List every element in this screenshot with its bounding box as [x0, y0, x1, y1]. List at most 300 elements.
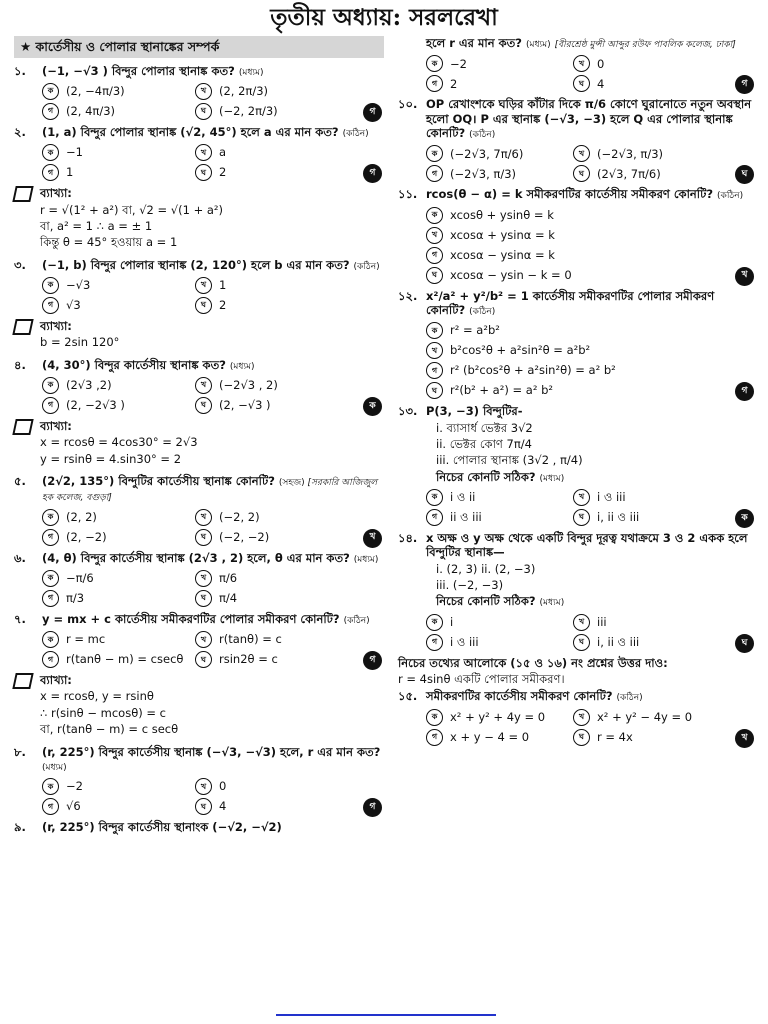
- question: [398, 97, 756, 182]
- option-marker-icon: গ: [42, 103, 59, 120]
- option[interactable]: [426, 489, 567, 506]
- question-text: (4, θ) বিন্দুর কার্তেসীয় স্থানাঙ্ক (2√3 , 2) হলে, θ এর মান কত?: [42, 550, 354, 565]
- option-marker-icon: ক: [426, 489, 443, 506]
- question-number: ১০.: [398, 97, 418, 112]
- question: [14, 358, 384, 414]
- option-text: (2, −2√3 ): [66, 398, 125, 413]
- option[interactable]: [42, 103, 189, 120]
- option-text: ii ও iii: [450, 510, 482, 525]
- question-head: [14, 64, 384, 79]
- option[interactable]: [195, 297, 342, 314]
- option-marker-icon: ক: [426, 322, 443, 339]
- question-15: [398, 689, 756, 745]
- explanation-body: [40, 319, 384, 352]
- answer-badge: গ: [735, 75, 754, 94]
- statement: i. (2, 3) ii. (2, −3): [436, 561, 536, 576]
- question-number: ১৪.: [398, 530, 418, 545]
- question-head: [398, 187, 756, 202]
- options: [42, 277, 342, 314]
- pencil-note-icon: [14, 673, 40, 739]
- option-marker-icon: খ: [426, 227, 443, 244]
- option[interactable]: [195, 83, 342, 100]
- left-question-list: [14, 64, 384, 835]
- question-body: [426, 531, 756, 560]
- difficulty-tag: (কঠিন): [353, 261, 380, 272]
- question-head: [398, 97, 756, 141]
- q9-cont-text: হলে r এর মান কত?: [426, 36, 522, 50]
- option-text: xcosθ + ysinθ = k: [450, 207, 554, 222]
- option[interactable]: [573, 145, 714, 162]
- option-marker-icon: ঘ: [195, 164, 212, 181]
- question-head: [398, 404, 756, 418]
- question: [398, 187, 756, 283]
- question-9-continued: [398, 36, 756, 92]
- option-marker-icon: খ: [195, 570, 212, 587]
- option-marker-icon: ঘ: [573, 165, 590, 182]
- explanation-line: r = √(1² + a²) বা, √2 = √(1 + a²): [40, 202, 224, 217]
- question: [14, 551, 384, 607]
- option-text: 4: [219, 799, 227, 814]
- question-text: (r, 225°) বিন্দুর কার্তেসীয় স্থানাংক (−√2, −√2): [42, 820, 282, 835]
- difficulty-tag: (কঠিন): [469, 130, 496, 140]
- option-marker-icon: গ: [42, 529, 59, 546]
- option[interactable]: [42, 529, 189, 546]
- option-marker-icon: গ: [426, 247, 443, 264]
- option-text: i, ii ও iii: [597, 510, 640, 525]
- question-text: OP রেখাংশকে ঘড়ির কাঁটার দিকে π/6 কোণে ঘুরানোতে নতুন অবস্থান হলো OQ। P এর স্থানাঙ্ক (−√3, −3) হলে Q এর পোলার স্থানাঙ্ক কোনটি?: [426, 97, 752, 140]
- option[interactable]: [426, 382, 714, 399]
- question-body: [426, 404, 756, 418]
- option-text: r = 4x: [597, 729, 633, 744]
- option-text: π/6: [219, 571, 238, 586]
- option[interactable]: [573, 709, 714, 726]
- option-marker-icon: ঘ: [195, 590, 212, 607]
- option-text: 0: [597, 56, 605, 71]
- option-text: 4: [597, 76, 605, 91]
- question-number: ১১.: [398, 187, 418, 202]
- question-text: P(3, −3) বিন্দুটির-: [426, 404, 523, 419]
- q15-number: ১৫.: [398, 689, 418, 704]
- option-text: (−2√3 , 2): [219, 378, 278, 393]
- difficulty-tag: (মধ্যম): [539, 473, 565, 484]
- option-text: (2√3 ,2): [66, 378, 112, 393]
- option-text: (−2, 2π/3): [219, 104, 278, 119]
- passage-text: r = 4sinθ একটি পোলার সমীকরণ।: [398, 672, 565, 686]
- option-marker-icon: গ: [42, 798, 59, 815]
- options: [42, 377, 376, 414]
- options: [42, 778, 376, 815]
- option-text: rsin2θ = c: [219, 652, 278, 667]
- option-text: −2: [450, 56, 467, 71]
- option-text: (2, 2π/3): [219, 84, 269, 99]
- option-marker-icon: খ: [195, 778, 212, 795]
- question-text: (−1, −√3 ) বিন্দুর পোলার স্থানাঙ্ক কত?: [42, 63, 239, 78]
- question-number: ৩.: [14, 257, 26, 272]
- explanation-label: ব্যাখ্যা:: [40, 673, 72, 687]
- option[interactable]: [42, 144, 189, 161]
- pencil-note-icon: [14, 319, 40, 352]
- option[interactable]: [195, 590, 342, 607]
- option-marker-icon: ঘ: [195, 103, 212, 120]
- question-body: [42, 125, 384, 140]
- option-text: −√3: [66, 278, 91, 293]
- question-body: [426, 289, 756, 319]
- explanation-label: ব্যাখ্যা:: [40, 318, 72, 333]
- pencil-note-icon: [14, 186, 40, 252]
- option[interactable]: [195, 570, 342, 587]
- option-marker-icon: খ: [195, 277, 212, 294]
- option[interactable]: [426, 75, 567, 92]
- option-marker-icon: ক: [426, 55, 443, 72]
- option-text: xcosα − ysinα = k: [450, 247, 555, 262]
- question-number: ৬.: [14, 550, 26, 565]
- q9-options: [426, 55, 748, 92]
- question-number: ২.: [14, 124, 26, 139]
- option-marker-icon: ঘ: [195, 297, 212, 314]
- question: [398, 289, 756, 400]
- option[interactable]: [573, 165, 714, 182]
- option-text: (2, −√3 ): [219, 398, 271, 413]
- option-text: −2: [66, 779, 83, 794]
- option-marker-icon: ঘ: [426, 267, 443, 284]
- question-number: ৫.: [14, 474, 26, 488]
- option[interactable]: [195, 103, 342, 120]
- option-text: (−2√3, 7π/6): [450, 146, 524, 161]
- option-text: i ও iii: [597, 490, 626, 505]
- question-body: [42, 820, 384, 834]
- option-marker-icon: ঘ: [573, 509, 590, 526]
- question-head: [14, 820, 384, 834]
- difficulty-tag: (কঠিন): [469, 306, 496, 317]
- option-marker-icon: খ: [195, 509, 212, 526]
- question-head: [14, 745, 384, 775]
- answer-badge: ক: [735, 509, 754, 528]
- statement: iii. (−2, −3): [436, 578, 504, 592]
- option[interactable]: [426, 342, 714, 359]
- question-number: ৯.: [14, 820, 26, 835]
- answer-badge: গ: [363, 103, 382, 122]
- option-marker-icon: ক: [42, 778, 59, 795]
- option[interactable]: [195, 631, 342, 648]
- question-body: [42, 745, 384, 775]
- question-number: ৭.: [14, 611, 26, 626]
- option-text: r = mc: [66, 632, 106, 647]
- option[interactable]: [573, 489, 714, 506]
- question-body: [42, 358, 384, 373]
- option-text: a: [219, 145, 227, 160]
- explanation-line: কিন্তু θ = 45° হওয়ায় a = 1: [40, 235, 178, 250]
- answer-badge: গ: [363, 651, 382, 670]
- question-text: y = mx + c কার্তেসীয় সমীকরণটির পোলার সমীকরণ কোনটি?: [42, 611, 344, 626]
- question-head: [14, 125, 384, 140]
- option[interactable]: [426, 227, 714, 244]
- explanation-label: ব্যাখ্যা:: [40, 418, 72, 433]
- option-text: 2: [219, 165, 227, 180]
- difficulty-tag: (মধ্যম): [229, 361, 255, 372]
- option-marker-icon: ঘ: [573, 634, 590, 651]
- option-marker-icon: খ: [573, 55, 590, 72]
- option-marker-icon: খ: [426, 342, 443, 359]
- option[interactable]: [426, 165, 567, 182]
- option-text: (−2√3, π/3): [597, 146, 663, 161]
- option[interactable]: [573, 729, 714, 746]
- option[interactable]: [42, 397, 189, 414]
- option[interactable]: [573, 614, 714, 631]
- explanation-label: ব্যাখ্যা:: [40, 186, 72, 201]
- option[interactable]: [42, 297, 189, 314]
- question-body: [42, 258, 384, 273]
- options: [42, 509, 376, 546]
- option-marker-icon: গ: [42, 590, 59, 607]
- explanation-line: বা, a² = 1 ∴ a = ± 1: [40, 218, 153, 233]
- option[interactable]: [195, 778, 342, 795]
- option-marker-icon: খ: [573, 489, 590, 506]
- option-text: π/4: [219, 591, 238, 606]
- option-marker-icon: গ: [426, 75, 443, 92]
- option-text: (2, −2): [66, 529, 107, 544]
- option-text: 2: [450, 76, 458, 91]
- option-text: r² (b²cos²θ + a²sin²θ) = a² b²: [450, 363, 616, 378]
- option[interactable]: [426, 55, 567, 72]
- question-text: (r, 225°) বিন্দুর কার্তেসীয় স্থানাঙ্ক (−√3, −√3) হলে, r এর মান কত?: [42, 744, 381, 759]
- option[interactable]: [42, 377, 189, 394]
- option-text: xcosα + ysinα = k: [450, 227, 555, 242]
- option-marker-icon: ঘ: [573, 729, 590, 746]
- question-body: [42, 551, 384, 566]
- option-text: (−2, −2): [219, 529, 270, 544]
- option-text: i: [450, 614, 454, 629]
- option-text: √6: [66, 799, 81, 814]
- option-marker-icon: খ: [195, 377, 212, 394]
- q15-difficulty: (কঠিন): [616, 693, 643, 704]
- question-head: [14, 612, 384, 627]
- option[interactable]: [573, 634, 714, 651]
- option-marker-icon: গ: [426, 509, 443, 526]
- difficulty-tag: (কঠিন): [342, 128, 369, 139]
- options: [426, 207, 748, 284]
- answer-badge: খ: [363, 529, 382, 548]
- option-text: (−2, 2): [219, 509, 260, 524]
- answer-badge: ক: [363, 397, 382, 416]
- option[interactable]: [42, 590, 189, 607]
- option-text: √3: [66, 298, 81, 313]
- option-text: i ও ii: [450, 490, 476, 505]
- explanation-line: x = rcosθ, y = rsinθ: [40, 689, 154, 704]
- option[interactable]: [195, 397, 342, 414]
- option-text: 1: [66, 165, 74, 180]
- question: [14, 820, 384, 834]
- right-column: [398, 36, 756, 751]
- option[interactable]: [42, 570, 189, 587]
- question-text: (1, a) বিন্দুর পোলার স্থানাঙ্ক (√2, 45°) হলে a এর মান কত?: [42, 124, 343, 139]
- option-marker-icon: ঘ: [195, 798, 212, 815]
- option-marker-icon: ক: [426, 709, 443, 726]
- option[interactable]: [195, 529, 342, 546]
- option[interactable]: [426, 267, 714, 284]
- option[interactable]: [426, 207, 714, 224]
- section-heading: ★ কার্তেসীয় ও পোলার স্থানাঙ্কের সম্পর্ক: [14, 36, 384, 58]
- q9-cont-source: [বীরশ্রেষ্ঠ মুন্সী আব্দুর রউফ পাবলিক কলেজ, ঢাকা]: [554, 40, 736, 50]
- explanation-line: b = 2sin 120°: [40, 335, 120, 350]
- option-marker-icon: ক: [42, 570, 59, 587]
- option-marker-icon: খ: [195, 83, 212, 100]
- question: [14, 474, 384, 546]
- option[interactable]: [426, 614, 567, 631]
- answer-badge: গ: [735, 382, 754, 401]
- prompt: [436, 594, 756, 609]
- option[interactable]: [42, 778, 189, 795]
- option-text: iii: [597, 614, 607, 629]
- options: [42, 631, 376, 668]
- option-marker-icon: খ: [573, 145, 590, 162]
- option-marker-icon: গ: [42, 297, 59, 314]
- option-text: (2, −4π/3): [66, 84, 125, 99]
- question-number: ৮.: [14, 744, 26, 759]
- option[interactable]: [195, 164, 342, 181]
- option-text: r(tanθ) = c: [219, 632, 282, 647]
- option-marker-icon: খ: [573, 709, 590, 726]
- statement: i. ব্যাসার্ধ ভেক্টর 3√2: [436, 420, 533, 435]
- option[interactable]: [195, 651, 342, 668]
- option[interactable]: [573, 509, 714, 526]
- footer-link-line[interactable]: [276, 1014, 496, 1016]
- option[interactable]: [42, 83, 189, 100]
- option-text: x² + y² + 4y = 0: [450, 709, 546, 724]
- option[interactable]: [195, 144, 342, 161]
- option-marker-icon: খ: [195, 631, 212, 648]
- option-marker-icon: ক: [42, 277, 59, 294]
- question: [14, 612, 384, 668]
- explanation-line: x = rcosθ = 4cos30° = 2√3: [40, 435, 198, 450]
- question: [14, 125, 384, 181]
- statement: ii. ভেক্টর কোণ 7π/4: [436, 436, 532, 451]
- question-body: [42, 612, 384, 627]
- option[interactable]: [195, 509, 342, 526]
- option-marker-icon: খ: [195, 144, 212, 161]
- option-text: 1: [219, 278, 227, 293]
- question-number: ৪.: [14, 357, 26, 372]
- option[interactable]: [426, 634, 567, 651]
- option-marker-icon: ঘ: [195, 397, 212, 414]
- answer-badge: খ: [735, 729, 754, 748]
- question-body: [42, 64, 384, 79]
- option[interactable]: [573, 75, 714, 92]
- option-marker-icon: ক: [42, 377, 59, 394]
- question-head: [14, 258, 384, 273]
- option-text: 0: [219, 779, 227, 794]
- option-marker-icon: ক: [426, 614, 443, 631]
- difficulty-tag: (সহজ): [278, 478, 305, 488]
- explanation: [14, 319, 384, 352]
- question-body: [426, 187, 756, 202]
- option-text: x + y − 4 = 0: [450, 729, 530, 744]
- options: [426, 489, 748, 526]
- option[interactable]: [42, 277, 189, 294]
- option[interactable]: [426, 362, 714, 379]
- option-marker-icon: গ: [426, 362, 443, 379]
- question-text: x অক্ষ ও y অক্ষ থেকে একটি বিন্দুর দূরত্ব যথাক্রমে 3 ও 2 একক হলে বিন্দুটির স্থানাঙ্ক—: [426, 530, 748, 560]
- difficulty-tag: (মধ্যম): [238, 67, 264, 78]
- option[interactable]: [195, 277, 342, 294]
- explanation-line: ∴ r(sinθ − mcosθ) = c: [40, 705, 166, 720]
- option[interactable]: [195, 798, 342, 815]
- explanation: [14, 186, 384, 252]
- option-text: i ও iii: [450, 634, 479, 649]
- statement: iii. পোলার স্থানাঙ্ক (3√2 , π/4): [436, 453, 583, 468]
- option-text: −π/6: [66, 571, 94, 586]
- explanation-body: [40, 186, 384, 252]
- option[interactable]: [42, 164, 189, 181]
- option[interactable]: [573, 55, 714, 72]
- option-marker-icon: ঘ: [426, 382, 443, 399]
- option-marker-icon: ঘ: [195, 529, 212, 546]
- option[interactable]: [42, 651, 189, 668]
- option-text: π/3: [66, 591, 85, 606]
- options: [426, 322, 748, 399]
- explanation-body: [40, 673, 384, 739]
- question: [14, 745, 384, 816]
- option-marker-icon: ক: [42, 509, 59, 526]
- option[interactable]: [426, 729, 567, 746]
- option-text: (2√3, 7π/6): [597, 166, 661, 181]
- option-text: r(tanθ − m) = csecθ: [66, 652, 184, 667]
- question-head: [14, 551, 384, 566]
- option-marker-icon: ক: [42, 631, 59, 648]
- question: [398, 404, 756, 526]
- right-question-list: [398, 97, 756, 650]
- option-marker-icon: গ: [42, 164, 59, 181]
- option-text: (−2√3, π/3): [450, 166, 516, 181]
- option[interactable]: [42, 631, 189, 648]
- question-text: rcos(θ − α) = k সমীকরণটির কার্তেসীয় সমীকরণ কোনটি?: [426, 187, 718, 202]
- option-text: xcosα − ysin − k = 0: [450, 267, 572, 282]
- q9-cont-difficulty: (মধ্যম): [525, 40, 551, 50]
- option[interactable]: [426, 145, 567, 162]
- options: [42, 570, 342, 607]
- option[interactable]: [42, 509, 189, 526]
- option[interactable]: [426, 322, 714, 339]
- question: [398, 531, 756, 651]
- option[interactable]: [426, 709, 567, 726]
- option[interactable]: [42, 798, 189, 815]
- option[interactable]: [426, 247, 714, 264]
- option-marker-icon: গ: [426, 634, 443, 651]
- option-text: −1: [66, 145, 83, 160]
- option-text: r² = a²b²: [450, 323, 500, 338]
- question-text: x²/a² + y²/b² = 1 কার্তেসীয় সমীকরণটির পোলার সমীকরণ কোনটি?: [426, 288, 715, 317]
- option[interactable]: [426, 509, 567, 526]
- question-text: (−1, b) বিন্দুর পোলার স্থানাঙ্ক (2, 120°) হলে b এর মান কত?: [42, 257, 354, 272]
- option-marker-icon: গ: [42, 397, 59, 414]
- options: [426, 145, 748, 182]
- question-body: [42, 474, 384, 505]
- option-text: i, ii ও iii: [597, 634, 640, 649]
- option-text: 2: [219, 298, 227, 313]
- prompt-text: নিচের কোনটি সঠিক?: [436, 594, 540, 609]
- difficulty-tag: (মধ্যম): [353, 554, 379, 565]
- option-marker-icon: ক: [42, 144, 59, 161]
- option-text: r²(b² + a²) = a² b²: [450, 383, 553, 398]
- difficulty-tag: (মধ্যম): [539, 598, 565, 609]
- prompt: [436, 470, 756, 485]
- option[interactable]: [195, 377, 342, 394]
- question-head: [14, 474, 384, 505]
- answer-badge: ঘ: [735, 165, 754, 184]
- question-text: (4, 30°) বিন্দুর কার্তেসীয় স্থানাঙ্ক কত?: [42, 357, 230, 372]
- option-marker-icon: ক: [426, 207, 443, 224]
- option-text: (2, 2): [66, 509, 97, 524]
- question-number: ১২.: [398, 288, 418, 303]
